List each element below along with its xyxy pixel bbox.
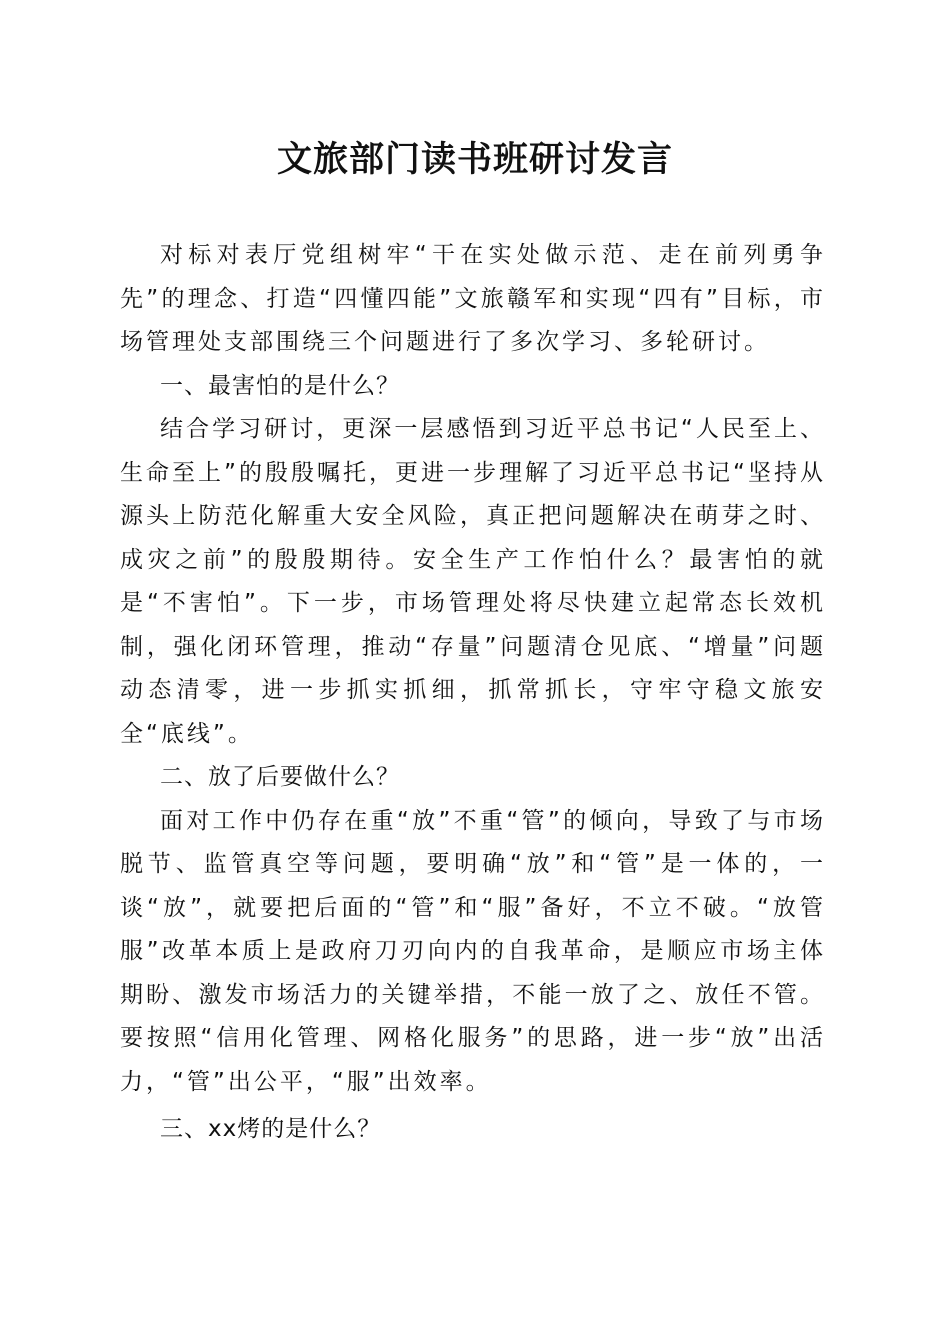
- section-heading-1: 一、最害怕的是什么？: [160, 372, 400, 399]
- document-body: [120, 234, 826, 1152]
- section-paragraph-2: 面对工作中仍存在重“放”不重“管”的倾向，导致了与市场脱节、监管真空等问题，要明确“放”和“管”是一体的，一谈“放”，就要把后面的“管”和“服”备好，不立不破。“放管服”改革本质上是政府刀刃向内的自我革命，是顺应市场主体期盼、激发市场活力的关键举措，不能一放了之、放任不管。要按照“信用化管理、网格化服务”的思路，进一步“放”出活力，“管”出公平，“服”出效率。: [120, 807, 826, 1095]
- document-title: 文旅部门读书班研讨发言: [276, 139, 673, 180]
- intro-paragraph: 对标对表厅党组树牢“干在实处做示范、走在前列勇争先”的理念、打造“四懂四能”文旅赣军和实现“四有”目标，市场管理处支部围绕三个问题进行了多次学习、多轮研讨。: [120, 242, 826, 355]
- section-heading-2: 二、放了后要做什么？: [160, 764, 400, 790]
- section-heading-3: 三、xx烤的是什么？: [160, 1116, 382, 1142]
- section-paragraph-1: 结合学习研讨，更深一层感悟到习近平总书记“人民至上、生命至上”的殷殷嘱托，更进一步理解了习近平总书记“坚持从源头上防范化解重大安全风险，真正把问题解决在萌芽之时、成灾之前”的殷殷期待。安全生产工作怕什么？最害怕的就是“不害怕”。下一步，市场管理处将尽快建立起常态长效机制，强化闭环管理，推动“存量”问题清仓见底、“增量”问题动态清零，进一步抓实抓细，抓常抓长，守牢守稳文旅安全“底线”。: [120, 416, 826, 747]
